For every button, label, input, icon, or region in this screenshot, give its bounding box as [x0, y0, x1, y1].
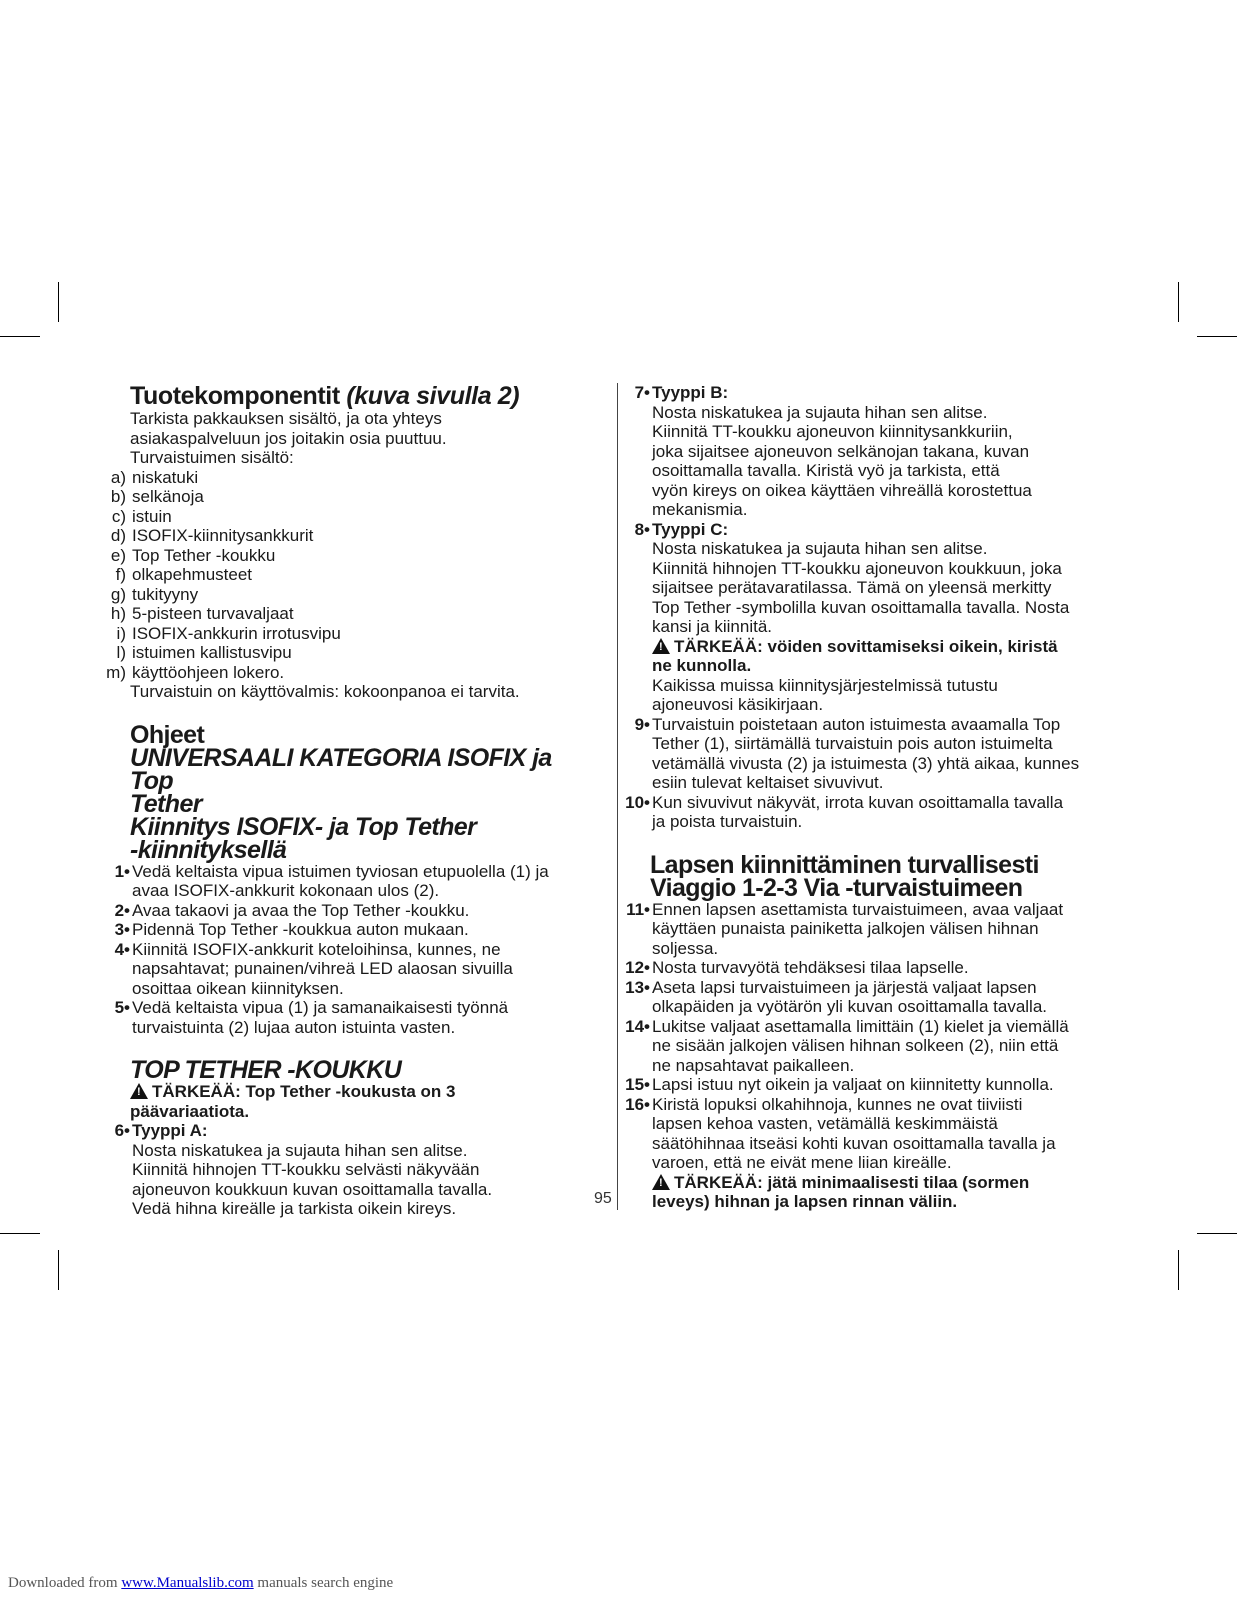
step-15: 15• Lapsi istuu nyt oikein ja valjaat on kiinnitetty kunnolla.: [625, 1075, 1054, 1094]
warning-icon: [652, 638, 670, 654]
top-tether-warning: !TÄRKEÄÄ: Top Tether -koukusta on 3: [100, 1082, 600, 1102]
instructions-subtitle: -kiinnityksellä: [130, 835, 287, 864]
crop-mark: [0, 336, 40, 337]
top-tether-warning-cont: päävariaatiota.: [130, 1101, 250, 1121]
component-item: h) 5-pisteen turvavaljaat: [110, 604, 294, 623]
intro-line: asiakaspalveluun jos joitakin osia puuttuu.: [130, 428, 447, 448]
instructions-subtitle: Tether: [130, 789, 202, 818]
warning-icon: [652, 1174, 670, 1190]
components-title-ref: (kuva sivulla 2): [346, 382, 520, 410]
install-steps: [100, 862, 600, 1038]
ready-note: Turvaistuin on käyttövalmis: kokoonpanoa ei tarvita.: [130, 682, 520, 701]
step-13: 13• Aseta lapsi turvaistuimeen ja järjestä valjaat lapsen olkapäiden ja vyötärön yli kuvan osoittamalla tavalla.: [625, 977, 1048, 1016]
component-item: a) niskatuki: [110, 467, 199, 487]
crop-mark: [58, 282, 59, 322]
instructions-title: Ohjeet: [130, 720, 205, 749]
component-list: [100, 468, 600, 683]
step-6: 6• Tyyppi A: Nosta niskatukea ja sujauta hihan sen alitse. Kiinnitä hihnojen TT-koukku selvästi näkyvään ajoneuvon koukkuun kuvan osoittamalla tavalla. Vedä hihna kireälle ja tarkista oikein kireys.: [114, 1121, 493, 1218]
step-8-title: Tyyppi C:: [652, 519, 729, 539]
instructions-subtitle: Kiinnitys ISOFIX- ja Top Tether: [130, 812, 477, 841]
intro-line: Turvaistuimen sisältö:: [130, 448, 294, 467]
step-1: 1• Vedä keltaista vipua istuimen tyviosan etupuolella (1) ja avaa ISOFIX-ankkurit kokonaan ulos (2).: [114, 861, 549, 900]
step-7-title: Tyyppi B:: [652, 383, 729, 402]
step-7: 7• Tyyppi B: Nosta niskatukea ja sujauta hihan sen alitse. Kiinnitä TT-koukku ajoneuvon kiinnitysankkuriin, joka sijaitsee ajoneuvon selkänojan takana, kuvan osoittamalla tavalla. Kiristä vyö ja tarkista, että vyön kireys on oikea käyttäen vihreällä korostettua mekanismia.: [634, 383, 1032, 519]
child-section-title: Viaggio 1-2-3 Via -turvaistuimeen: [650, 873, 1023, 902]
step-11: 11• Ennen lapsen asettamista turvaistuimeen, avaa valjaat käyttäen punaista painiketta jalkojen välisen hihnan soljessa.: [626, 899, 1064, 958]
component-item: m) käyttöohjeen lokero.: [106, 662, 285, 682]
instructions-subtitle: UNIVERSAALI KATEGORIA ISOFIX ja Top: [130, 743, 552, 795]
page-number: 95: [594, 1190, 612, 1207]
final-warning: !TÄRKEÄÄ: jätä minimaalisesti tilaa (sormen: [652, 1173, 1056, 1193]
crop-mark: [58, 1250, 59, 1290]
crop-mark: [1197, 1233, 1237, 1234]
left-column: [100, 383, 600, 1219]
footer-suffix: manuals search engine: [253, 1575, 394, 1591]
step-2: 2• Avaa takaovi ja avaa the Top Tether -koukku.: [114, 900, 470, 920]
download-footer: [8, 1575, 393, 1592]
step-12: 12• Nosta turvavyötä tehdäksesi tilaa lapselle.: [625, 958, 969, 977]
crop-mark: [1197, 336, 1237, 337]
component-item: b) selkänoja: [110, 487, 204, 506]
step-8-warning: !TÄRKEÄÄ: vöiden sovittamiseksi oikein, kiristä: [652, 637, 1069, 657]
step-3: 3• Pidennä Top Tether -koukkua auton mukaan.: [114, 920, 469, 939]
top-tether-title: TOP TETHER -KOUKKU: [130, 1056, 402, 1084]
component-item: g) tukityyny: [110, 584, 199, 604]
component-item: e) Top Tether -koukku: [110, 545, 276, 565]
child-section-title: Lapsen kiinnittäminen turvallisesti: [650, 850, 1039, 879]
component-item: l) istuimen kallistusvipu: [116, 643, 292, 662]
step-8: 8• Tyyppi C: Nosta niskatukea ja sujauta hihan sen alitse. Kiinnitä hihnojen TT-koukku ajoneuvon koukkuun, joka sijaitsee perätavaratilassa. Tämä on yleensä merkitty Top Tether -symbolilla kuvan osoittamalla tavalla. Nosta kansi ja kiinnitä. !TÄRKEÄÄ: vöiden sovittamiseksi oikein, kiristä ne kunnolla. Kaikissa muissa kiinnitysjärjestelmissä tutustu ajoneuvosi käsikirjaan.: [620, 520, 1140, 715]
step-5: 5• Vedä keltaista vipua (1) ja samanaikaisesti työnnä turvaistuinta (2) lujaa auton istuinta vasten.: [114, 998, 509, 1037]
crop-mark: [1178, 282, 1179, 322]
component-item: f) olkapehmusteet: [115, 565, 253, 584]
right-column: [620, 383, 1140, 1212]
step-6-title: Tyyppi A:: [132, 1121, 208, 1140]
step-10: 10• Kun sivuvivut näkyvät, irrota kuvan osoittamalla tavalla ja poista turvaistuin.: [625, 792, 1064, 831]
component-item: d) ISOFIX-kiinnitysankkurit: [110, 526, 314, 545]
crop-mark: [1178, 1250, 1179, 1290]
manualslib-link[interactable]: www.Manualslib.com: [121, 1575, 254, 1591]
component-item: c) istuin: [111, 506, 172, 526]
step-14: 14• Lukitse valjaat asettamalla limittäin (1) kielet ja viemällä ne sisään jalkojen välisen hihnan solkeen (2), niin että ne napsahtavat paikalleen.: [625, 1016, 1069, 1075]
crop-mark: [0, 1233, 40, 1234]
components-heading: [100, 383, 600, 409]
footer-prefix: Downloaded from: [8, 1575, 122, 1591]
step-4: 4• Kiinnitä ISOFIX-ankkurit koteloihinsa, kunnes, ne napsahtavat; punainen/vihreä LED alaosan sivuilla osoittaa oikean kiinnityksen.: [114, 939, 513, 998]
step-16: 16• Kiristä lopuksi olkahihnoja, kunnes ne ovat tiiviisti lapsen kehoa vasten, vetämällä keskimmäistä säätöhihnaa itseäsi kohti kuvan osoittamalla tavalla ja varoen, että ne eivät mene liian kireälle. !TÄRKEÄÄ: jätä minimaalisesti tilaa (sormen leveys) hihnan ja lapsen rinnan väliin.: [620, 1095, 1140, 1212]
intro-line: Tarkista pakkauksen sisältö, ja ota yhteys: [130, 409, 442, 428]
components-title: Tuotekomponentit: [130, 382, 340, 410]
column-divider: [617, 383, 618, 1210]
component-item: i) ISOFIX-ankkurin irrotusvipu: [116, 623, 341, 643]
warning-icon: [130, 1083, 148, 1099]
step-9: 9• Turvaistuin poistetaan auton istuimesta avaamalla Top Tether (1), siirtämällä turvaistuin pois auton istuimelta vetämällä vivusta (2) ja istuimesta (3) yhtä aikaa, kunnes esiin tulevat keltaiset sivuvivut.: [634, 714, 1080, 792]
